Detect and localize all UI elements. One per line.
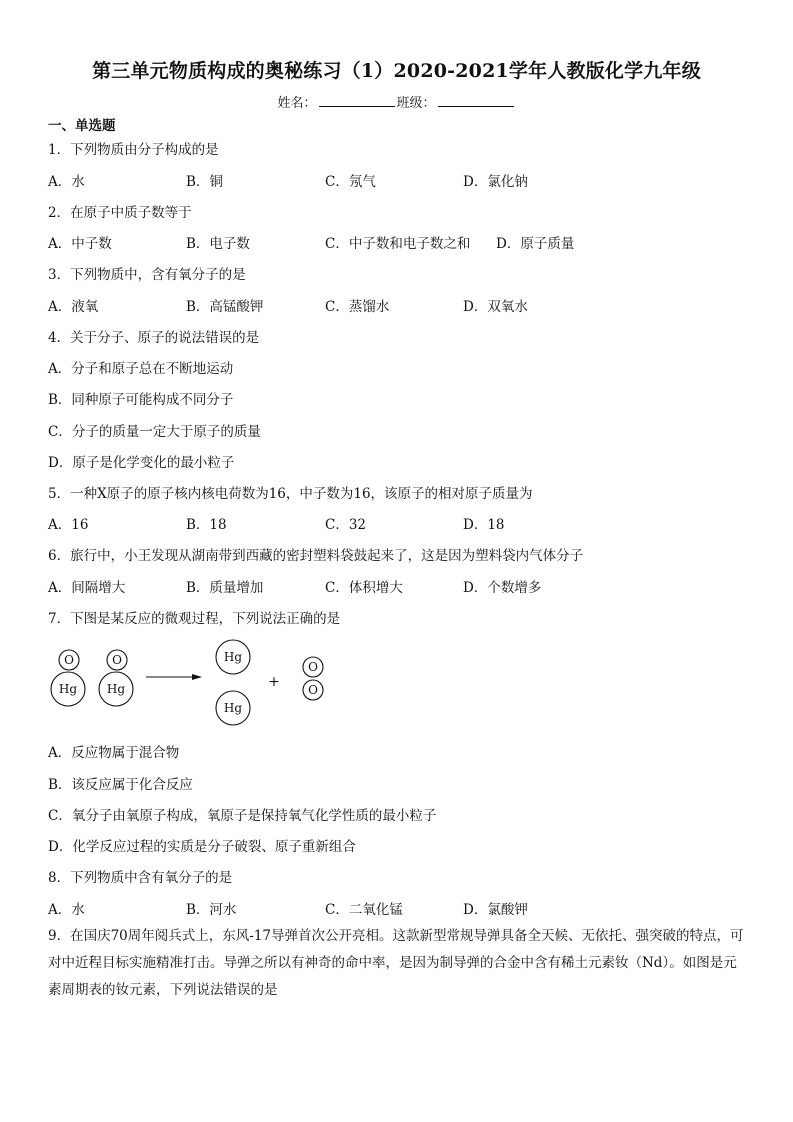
q7-option-b: B．该反应属于化合反应 (48, 777, 193, 793)
q1-option-a: A．水 (48, 174, 85, 190)
q2-option-a: A．中子数 (48, 236, 112, 252)
q8-option-b: B．河水 (186, 902, 237, 918)
question-8-stem: 8．下列物质中含有氧分子的是 (48, 870, 233, 886)
q7-option-d: D．化学反应过程的实质是分子破裂、原子重新组合 (48, 839, 356, 855)
q8-option-a: A．水 (48, 902, 85, 918)
question-7-stem: 7．下图是某反应的微观过程，下列说法正确的是 (48, 611, 341, 627)
page-title: 第三单元物质构成的奥秘练习（1）2020-2021学年人教版化学九年级 (92, 60, 701, 82)
question-3-stem: 3．下列物质中，含有氧分子的是 (48, 267, 246, 283)
q1-option-d: D．氯化钠 (463, 174, 528, 190)
q4-option-c: C．分子的质量一定大于原子的质量 (48, 424, 261, 440)
oxygen-label: O (64, 653, 74, 667)
q7-option-a: A．反应物属于混合物 (48, 745, 180, 761)
q3-option-a: A．液氧 (48, 299, 99, 315)
q6-option-a: A．间隔增大 (48, 580, 126, 596)
question-4-stem: 4．关于分子、原子的说法错误的是 (48, 330, 260, 346)
question-2-stem: 2．在原子中质子数等于 (48, 205, 192, 221)
q5-option-b: B．18 (186, 517, 227, 533)
name-label: 姓名： (277, 96, 317, 111)
plus-sign: + (268, 674, 280, 690)
q4-option-b: B．同种原子可能构成不同分子 (48, 392, 234, 408)
q2-option-c: C．中子数和电子数之和 (325, 236, 471, 252)
q1-option-c: C．氖气 (325, 174, 376, 190)
q3-option-d: D．双氧水 (463, 299, 528, 315)
mercury-label: Hg (223, 701, 243, 715)
mercury-label: Hg (106, 682, 126, 696)
q8-option-d: D．氯酸钾 (463, 902, 528, 918)
q2-option-b: B．电子数 (186, 236, 250, 252)
reaction-diagram (40, 632, 360, 732)
q8-option-c: C．二氧化锰 (325, 902, 403, 918)
class-label: 班级： (396, 96, 436, 111)
reaction-arrow-icon (192, 674, 202, 680)
q6-option-d: D．个数增多 (463, 580, 542, 596)
oxygen-label: O (308, 660, 318, 674)
question-9-stem: 9．在国庆70周年阅兵式上，东风-17导弹首次公开亮相。这款新型常规导弹具备全天候、无依托、强突破的特点，可对中近程目标实施精准打击。导弹之所以有神奇的命中率，是因为制导弹的合金中含有稀土元素钕（Nd）。如图是元素周期表的钕元素，下列说法错误的是 (48, 928, 744, 998)
oxygen-label: O (308, 683, 318, 697)
oxygen-label: O (112, 653, 122, 667)
q6-option-c: C．体积增大 (325, 580, 403, 596)
mercury-label: Hg (223, 650, 243, 664)
name-blank[interactable] (319, 94, 395, 107)
q5-option-a: A．16 (48, 517, 89, 533)
q4-option-a: A．分子和原子总在不断地运动 (48, 361, 234, 377)
q2-option-d: D．原子质量 (496, 236, 575, 252)
mercury-label: Hg (58, 682, 78, 696)
section-heading: 一、单选题 (48, 118, 116, 134)
class-blank[interactable] (438, 94, 514, 107)
q5-option-c: C．32 (325, 517, 367, 533)
q3-option-c: C．蒸馏水 (325, 299, 390, 315)
question-5-stem: 5．一种X原子的原子核内核电荷数为16，中子数为16，该原子的相对原子质量为 (48, 486, 533, 502)
name-class-bar (0, 92, 793, 111)
q6-option-b: B．质量增加 (186, 580, 264, 596)
q4-option-d: D．原子是化学变化的最小粒子 (48, 455, 235, 471)
q5-option-d: D．18 (463, 517, 505, 533)
question-6-stem: 6．旅行中，小王发现从湖南带到西藏的密封塑料袋鼓起来了，这是因为塑料袋内气体分子 (48, 548, 584, 564)
q1-option-b: B．铜 (186, 174, 223, 190)
q3-option-b: B．高锰酸钾 (186, 299, 264, 315)
question-1-stem: 1．下列物质由分子构成的是 (48, 142, 219, 158)
q7-option-c: C．氧分子由氧原子构成，氧原子是保持氧气化学性质的最小粒子 (48, 808, 437, 824)
